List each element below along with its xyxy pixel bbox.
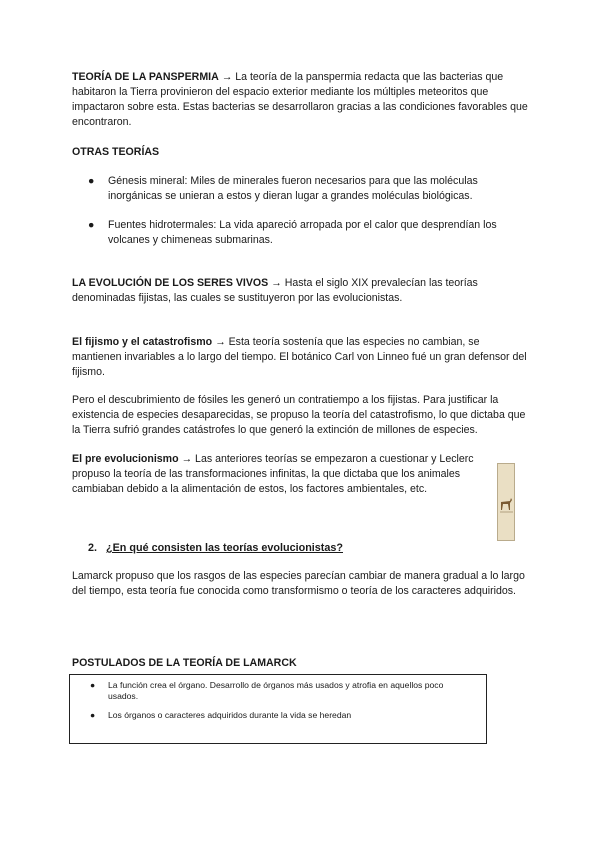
fijismo-title: El fijismo y el catastrofismo xyxy=(72,336,213,348)
panspermia-title: TEORÍA DE LA PANSPERMIA xyxy=(72,71,219,83)
bullet-icon: ● xyxy=(90,710,96,720)
list-item: ● Fuentes hidrotermales: La vida apareció arropada por el calor que desprendían los volcanes y chimeneas submarinas. xyxy=(88,219,497,246)
arrow-symbol: → xyxy=(212,336,229,348)
preevolucionismo-title: El pre evolucionismo xyxy=(72,453,179,465)
preevolucionismo-text: Las anteriores teorías se empezaron a cuestionar y Leclerc propuso la teoría de las transformaciones infinitas, la que dictaba que los animales cambiaban debido a la alimentación de estos, los factores ambientales, etc. xyxy=(72,453,474,495)
panspermia-paragraph xyxy=(72,70,528,130)
fijismo-text: Esta teoría sostenía que las especies no cambian, se mantienen invariables a lo largo del tiempo. El botánico Carl von Linneo fué un gran defensor del fijismo. xyxy=(72,336,527,378)
deer-icon xyxy=(498,464,514,540)
preevolucionismo-paragraph xyxy=(72,452,484,497)
deer-illustration xyxy=(497,463,515,541)
panspermia-text: La teoría de la panspermia redacta que las bacterias que habitaron la Tierra provinieron del espacio exterior mediante los múltiples meteoritos que impactaron sobre esta. Estas bacterias se desarrollaron gracias a las condiciones favorables que encontraron. xyxy=(72,71,528,128)
evolucion-title: LA EVOLUCIÓN DE LOS SERES VIVOS xyxy=(72,277,269,289)
bullet-icon: ● xyxy=(88,175,95,187)
question-text: ¿En qué consisten las teorías evolucionistas? xyxy=(106,542,343,554)
postulados-heading: POSTULADOS DE LA TEORÍA DE LAMARCK xyxy=(72,657,297,669)
bullet-icon: ● xyxy=(88,219,95,231)
bullet-icon: ● xyxy=(90,680,96,690)
lamarck-paragraph: Lamarck propuso que los rasgos de las especies parecían cambiar de manera gradual a lo largo del tiempo, esta teoría fue conocida como transformismo o teoría de los caracteres adquiridos. xyxy=(72,570,525,597)
arrow-symbol: → xyxy=(218,71,236,83)
otras-teorias-list xyxy=(88,174,528,248)
list-item: ● La función crea el órgano. Desarrollo de órganos más usados y atrofia en aquellos poco usados. xyxy=(90,680,444,701)
otras-teorias-heading: OTRAS TEORÍAS xyxy=(72,146,160,158)
question-number: 2. xyxy=(88,542,98,554)
list-item: ● Génesis mineral: Miles de minerales fueron necesarios para que las moléculas inorgánicas se unieran a estos y dieran lugar a grandes moléculas biológicas. xyxy=(88,175,478,202)
fijismo-paragraph xyxy=(72,335,528,380)
evolucion-text: Hasta el siglo XIX prevalecían las teorías denominadas fijistas, las cuales se sustituyeron por las evolucionistas. xyxy=(72,277,478,304)
arrow-symbol: → xyxy=(178,453,196,465)
evolucion-paragraph xyxy=(72,276,528,306)
postulados-box xyxy=(69,674,487,744)
question-heading xyxy=(88,542,343,554)
postulados-list xyxy=(90,680,470,729)
list-item: ● Los órganos o caracteres adquiridos durante la vida se heredan xyxy=(90,710,352,720)
catastrofismo-paragraph: Pero el descubrimiento de fósiles les generó un contratiempo a los fijistas. Para justificar la existencia de especies desaparecidas, se propuso la teoría del catastrofismo, lo que dictaba que la Tierra sufrió grandes catástrofes lo que generó la extinción de millones de especies. xyxy=(72,394,526,436)
arrow-symbol: → xyxy=(268,277,285,289)
